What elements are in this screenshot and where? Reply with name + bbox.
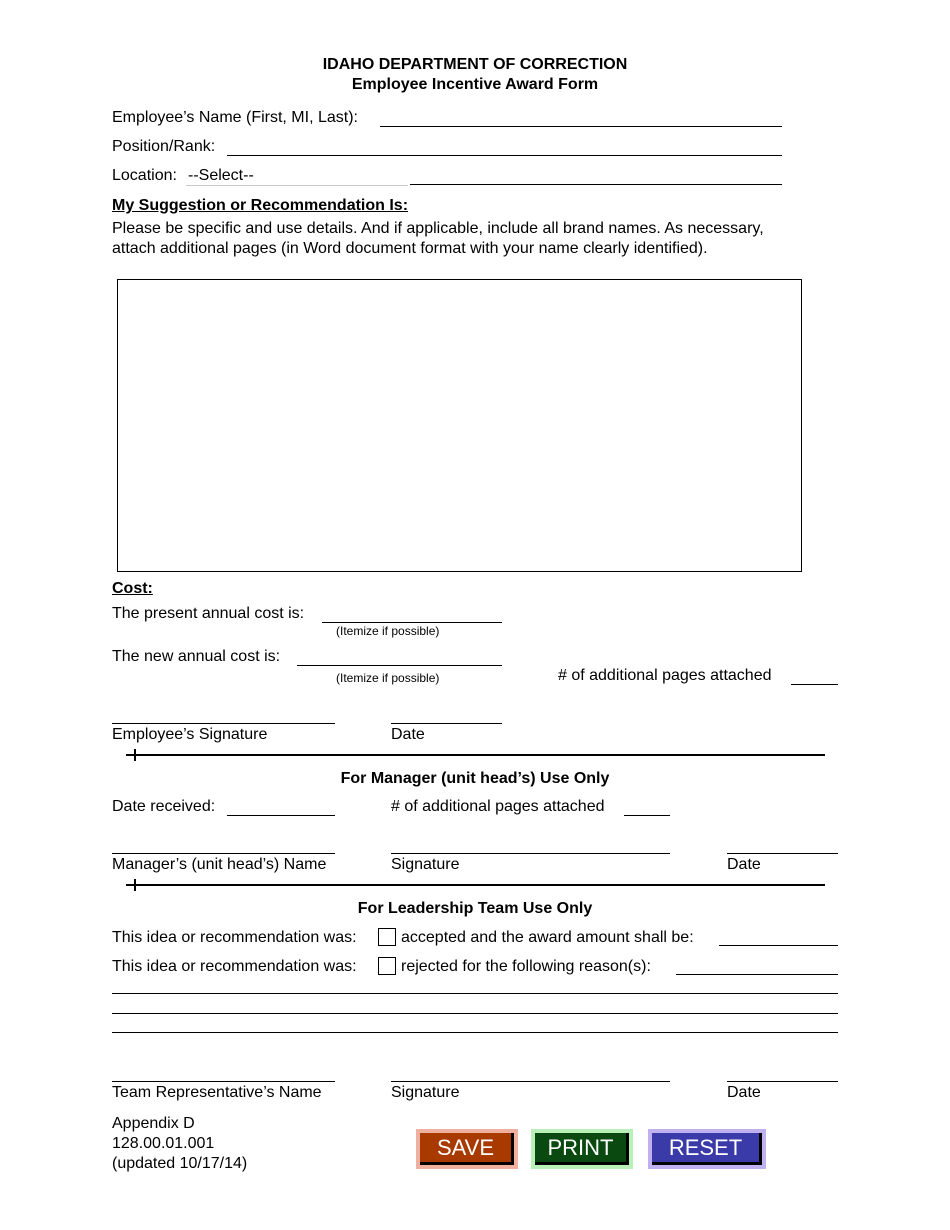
manager-name-label: Manager’s (unit head’s) Name [112, 856, 327, 873]
team-signature-line[interactable] [391, 1081, 670, 1082]
rejected-label: rejected for the following reason(s): [401, 958, 651, 975]
team-name-line[interactable] [112, 1081, 335, 1082]
team-name-label: Team Representative’s Name [112, 1084, 322, 1101]
new-cost-hint: (Itemize if possible) [336, 671, 440, 685]
new-cost-input[interactable] [297, 665, 502, 666]
reason-input-line-2[interactable] [112, 993, 838, 994]
date-received-label: Date received: [112, 798, 216, 815]
section-divider [126, 754, 825, 756]
rejected-checkbox[interactable] [378, 957, 396, 975]
award-amount-input[interactable] [719, 945, 838, 946]
location-select[interactable]: --Select-- [186, 166, 408, 186]
print-button[interactable] [531, 1129, 633, 1169]
reset-button[interactable] [648, 1129, 766, 1169]
employee-signature-line [112, 723, 335, 724]
location-underline [410, 184, 782, 185]
manager-pages-input[interactable] [624, 815, 670, 816]
employee-name-label: Employee’s Name (First, MI, Last): [112, 109, 358, 126]
team-date-label: Date [727, 1084, 761, 1101]
form-title: Employee Incentive Award Form [351, 76, 599, 93]
save-button[interactable] [416, 1129, 518, 1169]
accepted-label: accepted and the award amount shall be: [401, 929, 694, 946]
appendix-label: Appendix D [112, 1115, 195, 1132]
cost-pages-input[interactable] [791, 684, 838, 685]
form-number: 128.00.01.001 [112, 1135, 215, 1152]
manager-date-line[interactable] [727, 853, 838, 854]
accepted-prefix: This idea or recommendation was: [112, 929, 357, 946]
section-divider [126, 884, 825, 886]
manager-heading: For Manager (unit head’s) Use Only [340, 770, 610, 787]
rejected-prefix: This idea or recommendation was: [112, 958, 357, 975]
employee-name-input[interactable] [380, 126, 782, 127]
employee-date-line [391, 723, 502, 724]
new-cost-label: The new annual cost is: [112, 648, 281, 665]
date-received-input[interactable] [227, 815, 335, 816]
leadership-heading: For Leadership Team Use Only [357, 900, 593, 917]
reset-button-label: RESET [652, 1133, 762, 1165]
accepted-checkbox[interactable] [378, 928, 396, 946]
updated-date: (updated 10/17/14) [112, 1155, 248, 1172]
reason-input-line-3[interactable] [112, 1013, 838, 1014]
print-button-label: PRINT [535, 1133, 629, 1165]
reason-input-line-1[interactable] [676, 974, 838, 975]
cost-pages-label: # of additional pages attached [558, 667, 772, 684]
present-cost-hint: (Itemize if possible) [336, 624, 440, 638]
suggestion-instructions-2: attach additional pages (in Word document format with your name clearly identified). [112, 240, 708, 257]
manager-date-label: Date [727, 856, 761, 873]
suggestion-heading: My Suggestion or Recommendation Is: [112, 197, 409, 214]
employee-date-label: Date [391, 726, 425, 743]
present-cost-label: The present annual cost is: [112, 605, 305, 622]
reason-input-line-4[interactable] [112, 1032, 838, 1033]
present-cost-input[interactable] [322, 622, 502, 623]
divider-tick [134, 879, 136, 891]
suggestion-textarea[interactable] [117, 279, 802, 572]
position-label: Position/Rank: [112, 138, 216, 155]
divider-tick [134, 749, 136, 761]
manager-name-line[interactable] [112, 853, 335, 854]
team-signature-label: Signature [391, 1084, 460, 1101]
manager-signature-line[interactable] [391, 853, 670, 854]
manager-signature-label: Signature [391, 856, 460, 873]
team-date-line[interactable] [727, 1081, 838, 1082]
employee-signature-label: Employee’s Signature [112, 726, 268, 743]
cost-heading: Cost: [112, 580, 153, 597]
manager-pages-label: # of additional pages attached [391, 798, 605, 815]
position-input[interactable] [227, 155, 782, 156]
suggestion-instructions-1: Please be specific and use details. And if applicable, include all brand names. As necessary, [112, 220, 764, 237]
location-label: Location: [112, 167, 177, 184]
agency-title: IDAHO DEPARTMENT OF CORRECTION [322, 56, 628, 73]
save-button-label: SAVE [420, 1133, 514, 1165]
